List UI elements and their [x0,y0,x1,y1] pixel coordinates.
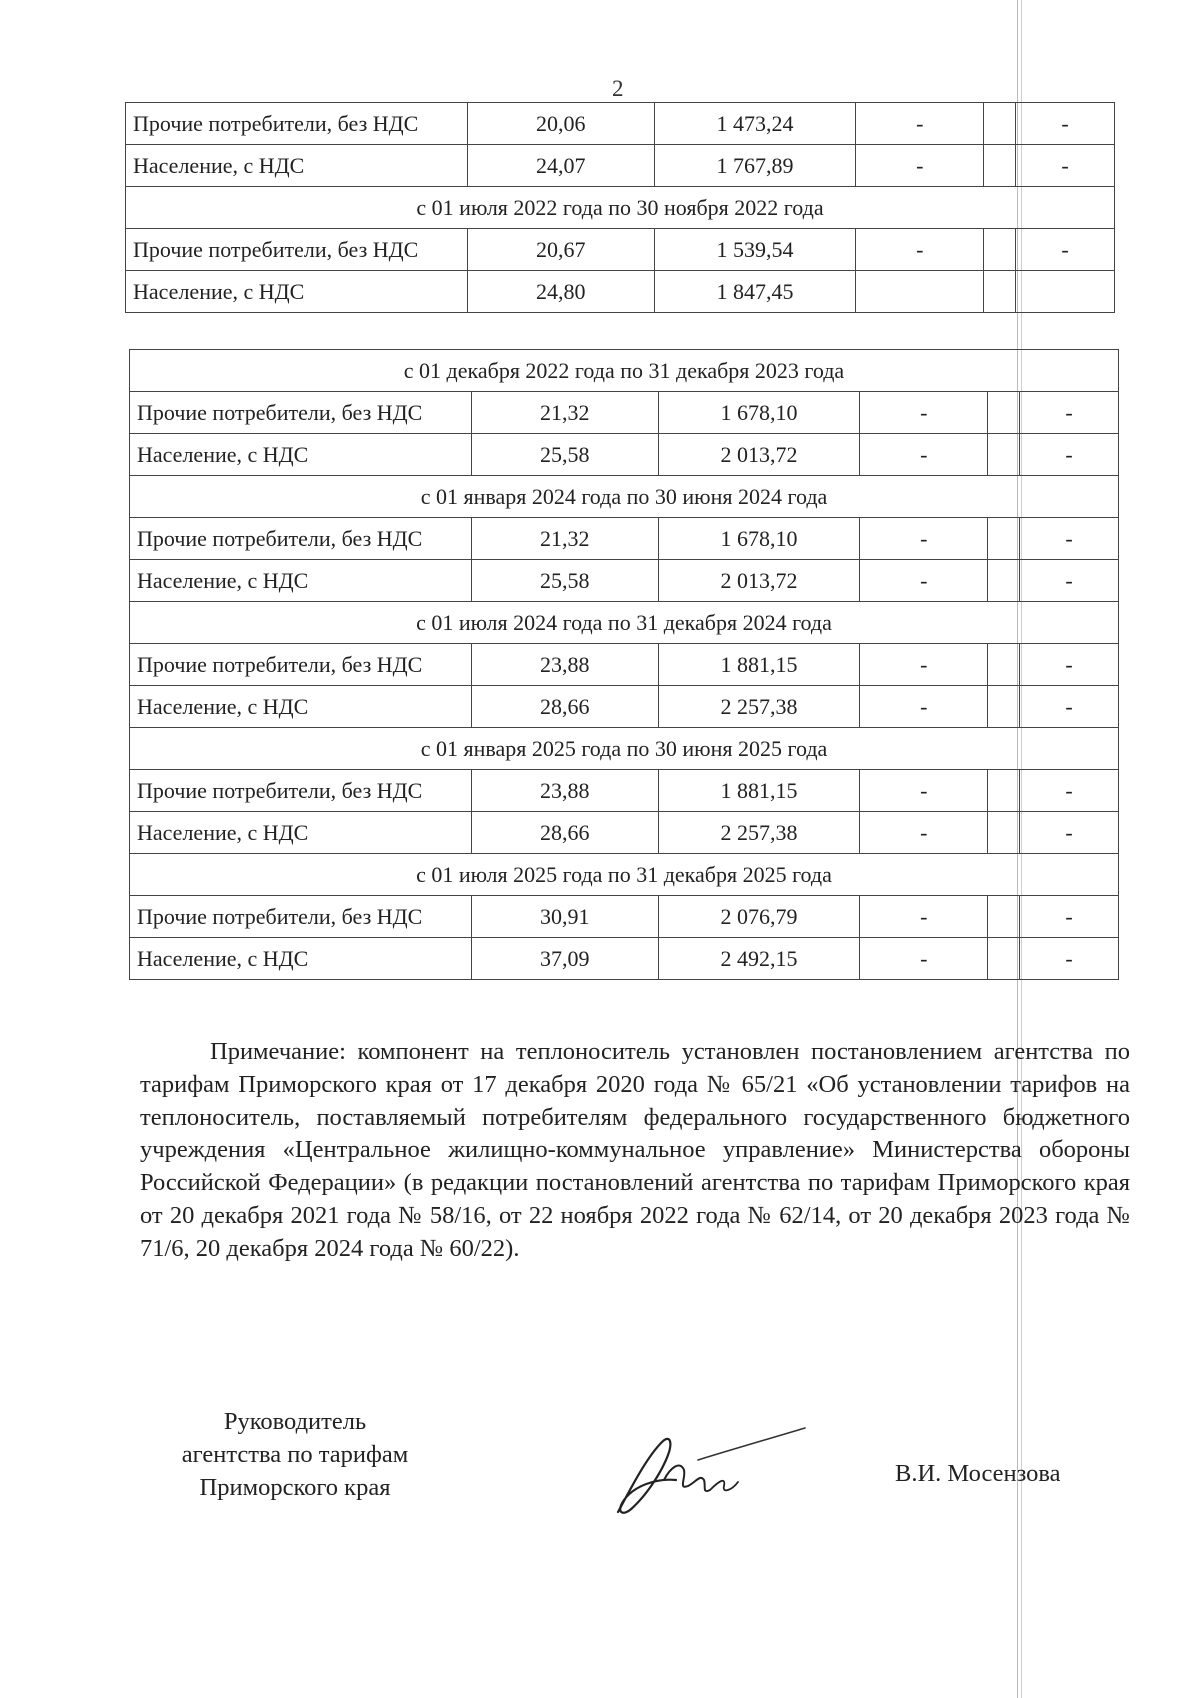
note-paragraph [140,1036,1130,1266]
narrow-cell [988,392,1020,434]
period-label: с 01 июля 2024 года по 31 декабря 2024 года [130,602,1119,644]
value-cell: - [1020,812,1119,854]
value-cell: - [856,145,984,187]
heat-carrier-tariff-cell: 28,66 [471,686,658,728]
tariff-table [129,349,1119,980]
heat-energy-tariff-cell: 2 492,15 [658,938,860,980]
heat-energy-tariff-cell: 2 257,38 [658,686,860,728]
narrow-cell [988,644,1020,686]
value-cell: - [860,938,988,980]
value-cell: - [860,560,988,602]
table-row [130,896,1119,938]
heat-carrier-tariff-cell: 25,58 [471,434,658,476]
value-cell: - [860,434,988,476]
period-label: с 01 января 2025 года по 30 июня 2025 года [130,728,1119,770]
consumer-category-cell: Население, с НДС [130,686,472,728]
consumer-category-cell: Население, с НДС [130,560,472,602]
period-header-row [126,187,1115,229]
signatory-position [150,1405,440,1504]
table-row [130,434,1119,476]
narrow-cell [984,229,1016,271]
table-row [130,644,1119,686]
heat-carrier-tariff-cell: 24,80 [467,271,654,313]
value-cell: - [860,644,988,686]
value-cell: - [1016,229,1115,271]
value-cell: - [860,896,988,938]
heat-energy-tariff-cell: 2 013,72 [658,560,860,602]
narrow-cell [984,145,1016,187]
period-label: с 01 января 2024 года по 30 июня 2024 года [130,476,1119,518]
heat-carrier-tariff-cell: 21,32 [471,392,658,434]
narrow-cell [988,560,1020,602]
value-cell: - [1020,434,1119,476]
consumer-category-cell: Прочие потребители, без НДС [126,103,468,145]
heat-energy-tariff-cell: 1 678,10 [658,392,860,434]
table-row [126,271,1115,313]
tariff-table-continued [125,102,1115,313]
heat-energy-tariff-cell: 2 076,79 [658,896,860,938]
period-header-row [130,728,1119,770]
heat-carrier-tariff-cell: 25,58 [471,560,658,602]
value-cell: - [1020,896,1119,938]
value-cell: - [1020,644,1119,686]
period-label: с 01 декабря 2022 года по 31 декабря 2023 года [130,350,1119,392]
table-row [130,686,1119,728]
consumer-category-cell: Население, с НДС [130,938,472,980]
narrow-cell [988,812,1020,854]
consumer-category-cell: Прочие потребители, без НДС [130,770,472,812]
narrow-cell [988,896,1020,938]
heat-energy-tariff-cell: 1 473,24 [654,103,856,145]
page-number: 2 [612,76,624,101]
period-header-row [130,476,1119,518]
value-cell: - [1020,770,1119,812]
position-line: Руководитель [223,1408,367,1435]
value-cell: - [860,812,988,854]
value-cell: - [1016,145,1115,187]
heat-energy-tariff-cell: 1 539,54 [654,229,856,271]
table-row [126,103,1115,145]
value-cell: - [860,392,988,434]
value-cell: - [1020,518,1119,560]
signatory-name: В.И. Мосензова [895,1460,1061,1487]
heat-carrier-tariff-cell: 28,66 [471,812,658,854]
value-cell: - [856,103,984,145]
heat-energy-tariff-cell: 1 767,89 [654,145,856,187]
heat-energy-tariff-cell: 1 881,15 [658,770,860,812]
heat-carrier-tariff-cell: 23,88 [471,644,658,686]
narrow-cell [988,938,1020,980]
heat-energy-tariff-cell: 2 013,72 [658,434,860,476]
table-row [130,518,1119,560]
period-header-row [130,350,1119,392]
period-header-row [130,854,1119,896]
consumer-category-cell: Население, с НДС [126,145,468,187]
heat-energy-tariff-cell: 1 847,45 [654,271,856,313]
narrow-cell [984,103,1016,145]
value-cell: - [860,770,988,812]
position-line: агентства по тарифам [181,1441,409,1468]
value-cell: - [1020,560,1119,602]
heat-carrier-tariff-cell: 23,88 [471,770,658,812]
heat-energy-tariff-cell: 2 257,38 [658,812,860,854]
value-cell: - [860,518,988,560]
value-cell: - [1020,686,1119,728]
consumer-category-cell: Прочие потребители, без НДС [126,229,468,271]
table-row [126,145,1115,187]
value-cell [856,271,984,313]
period-label: с 01 июля 2025 года по 31 декабря 2025 года [130,854,1119,896]
value-cell: - [1016,103,1115,145]
table-row [126,229,1115,271]
heat-carrier-tariff-cell: 21,32 [471,518,658,560]
value-cell: - [860,686,988,728]
narrow-cell [988,518,1020,560]
consumer-category-cell: Прочие потребители, без НДС [130,644,472,686]
heat-energy-tariff-cell: 1 881,15 [658,644,860,686]
table-row [130,392,1119,434]
narrow-cell [984,271,1016,313]
period-header-row [130,602,1119,644]
value-cell: - [1020,938,1119,980]
consumer-category-cell: Население, с НДС [130,434,472,476]
heat-carrier-tariff-cell: 20,67 [467,229,654,271]
heat-carrier-tariff-cell: 20,06 [467,103,654,145]
narrow-cell [988,686,1020,728]
consumer-category-cell: Прочие потребители, без НДС [130,896,472,938]
heat-carrier-tariff-cell: 37,09 [471,938,658,980]
table-row [130,560,1119,602]
consumer-category-cell: Прочие потребители, без НДС [130,518,472,560]
handwritten-signature [600,1420,810,1530]
narrow-cell [988,770,1020,812]
heat-carrier-tariff-cell: 30,91 [471,896,658,938]
note-text: Примечание: компонент на теплоноситель установлен постановлением агентства по тарифам Приморского края от 17 декабря 2020 года № 65/21 «Об установлении тарифов на теплоноситель, поставляемый потребителям федерального государственного бюджетного учреждения «Центральное жилищно-коммунальное управление» Министерства обороны Российской Федерации» (в редакции постановлений агентства по тарифам Приморского края от 20 декабря 2021 года № 58/16, от 22 ноября 2022 года № 62/14, от 20 декабря 2023 года № 71/6, 20 декабря 2024 года № 60/22). [140,1038,1130,1262]
value-cell: - [856,229,984,271]
consumer-category-cell: Прочие потребители, без НДС [130,392,472,434]
narrow-cell [988,434,1020,476]
table-row [130,938,1119,980]
table-row [130,770,1119,812]
period-label: с 01 июля 2022 года по 30 ноября 2022 года [126,187,1115,229]
value-cell [1016,271,1115,313]
heat-carrier-tariff-cell: 24,07 [467,145,654,187]
heat-energy-tariff-cell: 1 678,10 [658,518,860,560]
consumer-category-cell: Население, с НДС [126,271,468,313]
position-line: Приморского края [199,1474,391,1501]
value-cell: - [1020,392,1119,434]
table-row [130,812,1119,854]
consumer-category-cell: Население, с НДС [130,812,472,854]
